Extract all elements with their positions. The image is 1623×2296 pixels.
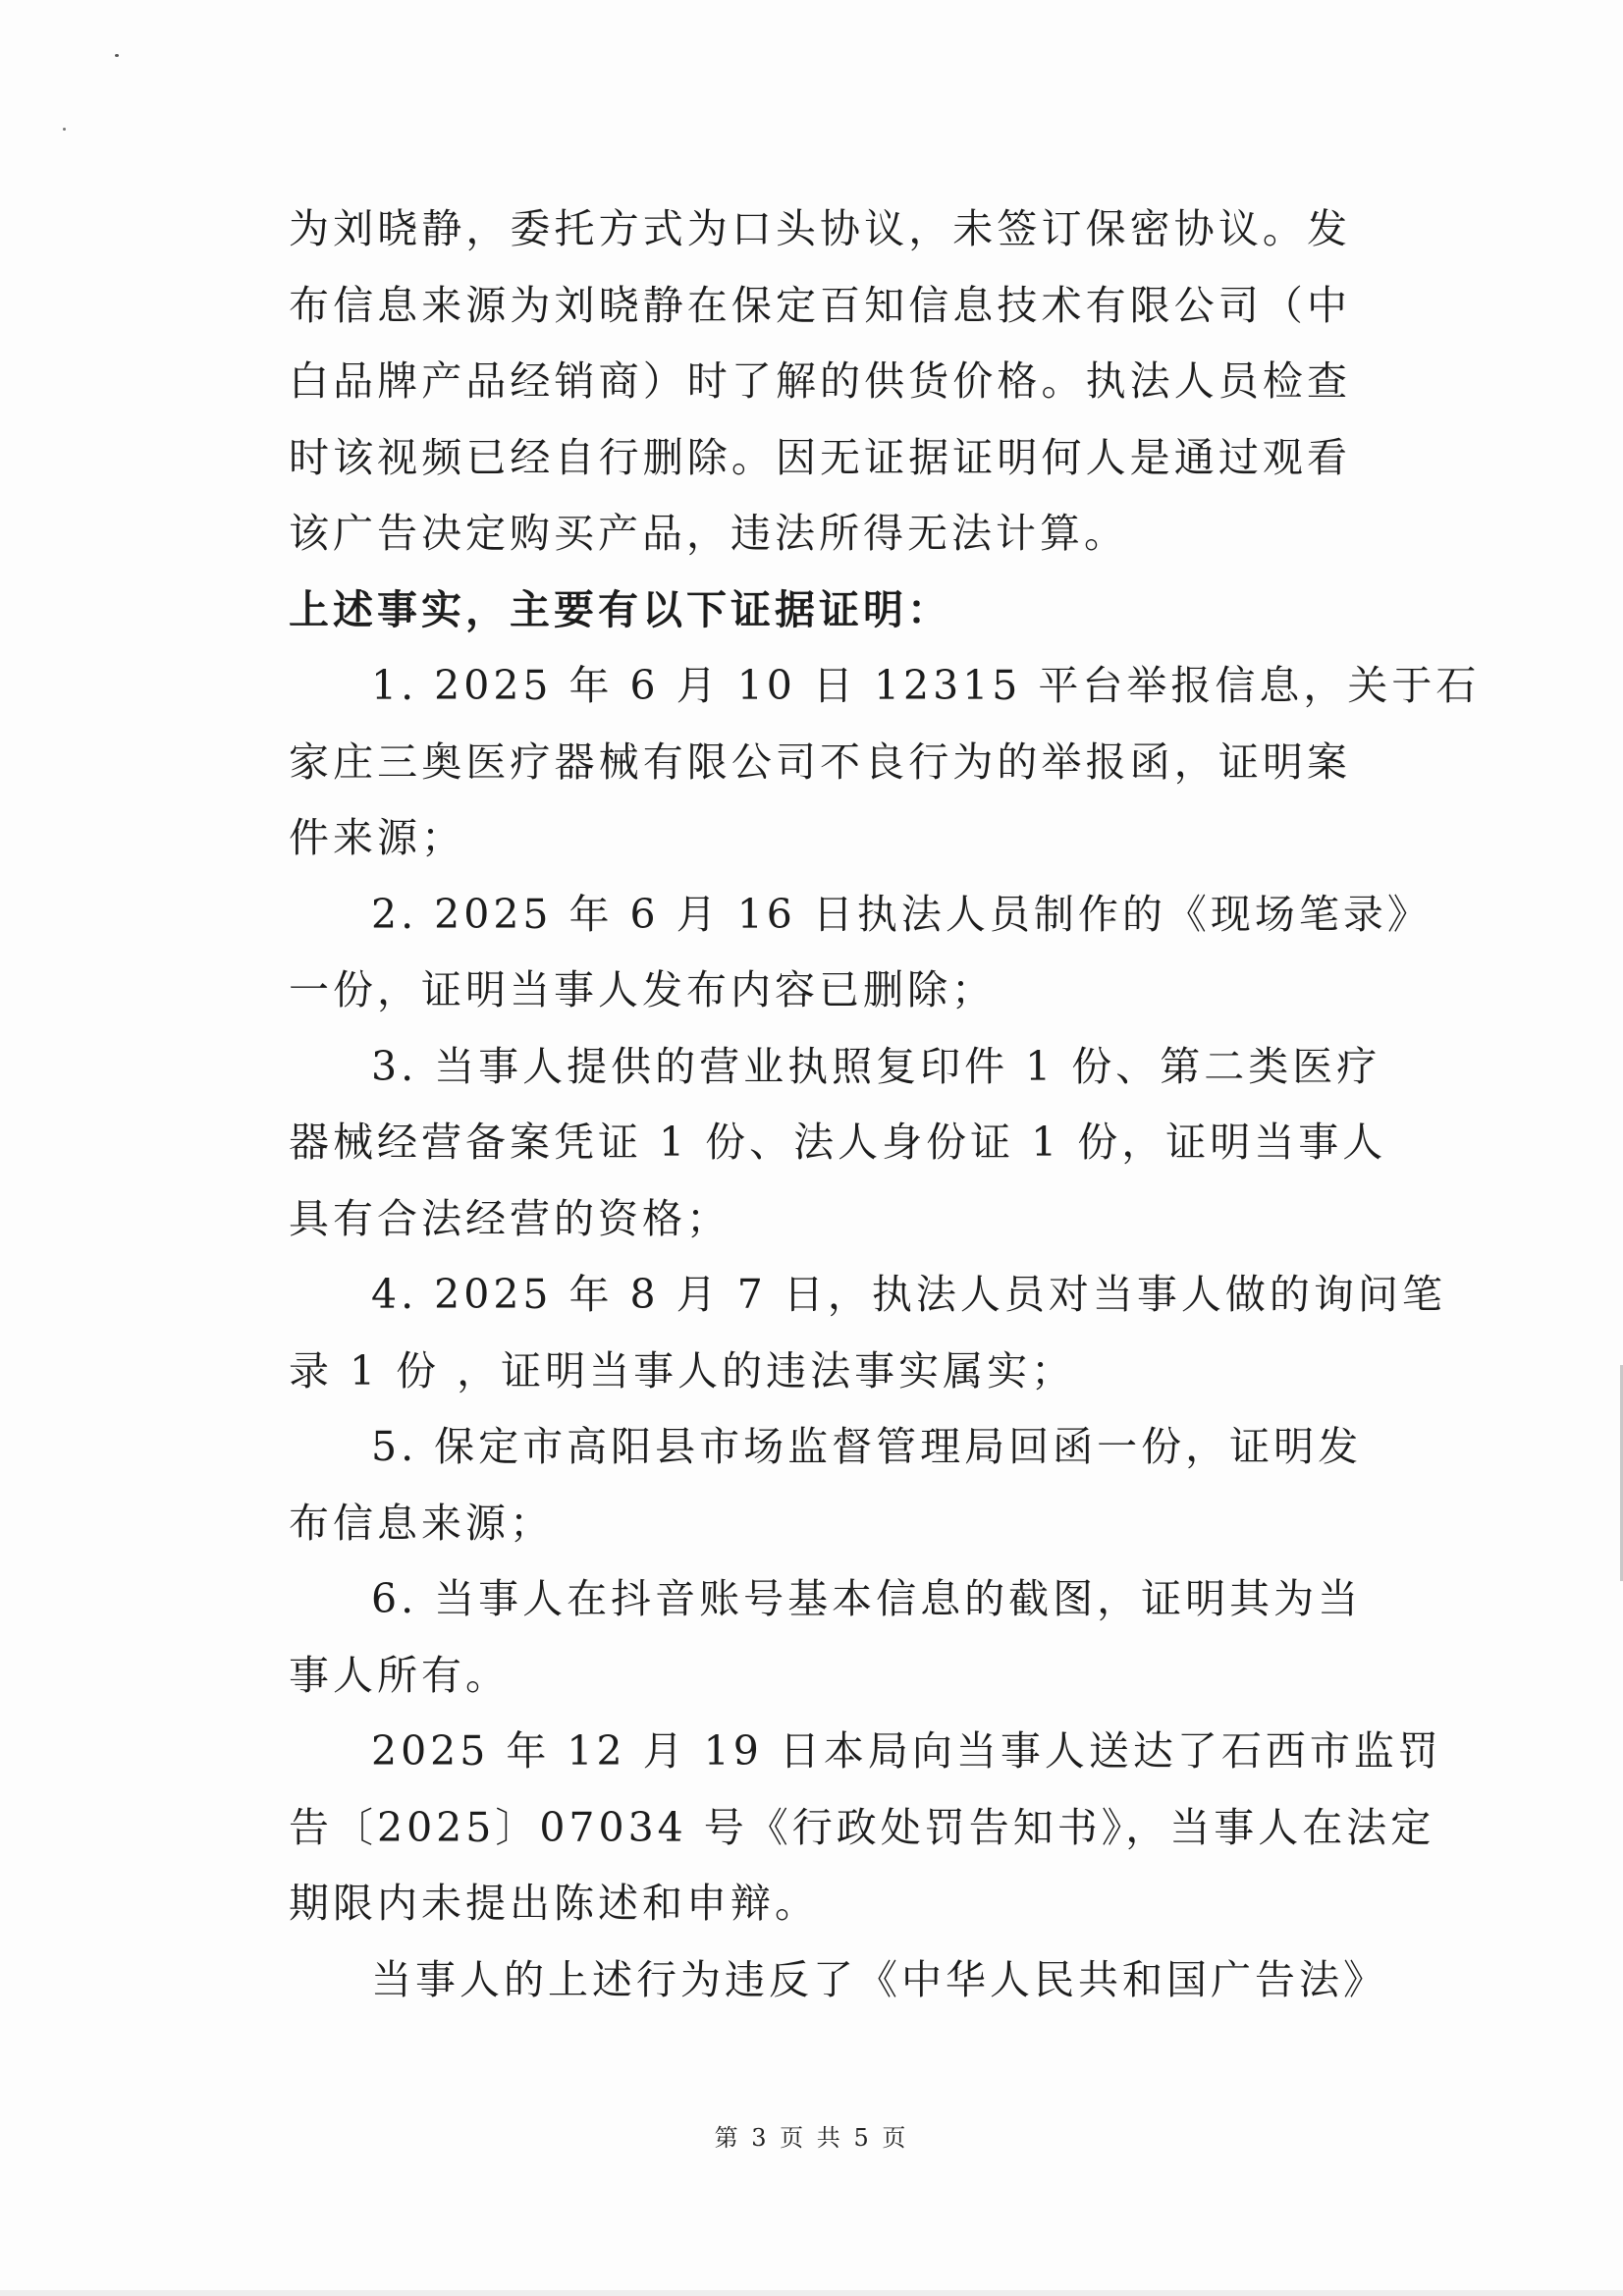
body-line: 告〔2025〕07034 号《行政处罚告知书》，当事人在法定 [289,1803,1435,1851]
body-line: 件来源； [289,814,465,861]
body-line: 布信息来源为刘晓静在保定百知信息技术有限公司（中 [289,281,1351,329]
body-line: 该广告决定购买产品，违法所得无法计算。 [289,510,1128,557]
page-number: 第 3 页 共 5 页 [714,2124,909,2152]
document-body [289,191,1481,2018]
scan-bottom-edge [0,2290,1623,2296]
body-line: 事人所有。 [289,1651,510,1699]
evidence-heading: 上述事实，主要有以下证据证明： [289,585,951,633]
notice-paragraph: 2025 年 12 月 19 日本局向当事人送达了石西市监罚 [371,1727,1442,1775]
scan-speck [115,54,119,57]
body-line: 录 1 份 ，证明当事人的违法事实属实； [289,1346,1076,1394]
body-line: 白品牌产品经销商）时了解的供货价格。执法人员检查 [289,357,1351,405]
body-line: 器械经营备案凭证 1 份、法人身份证 1 份，证明当事人 [289,1119,1387,1166]
evidence-item-4: 4. 2025 年 8 月 7 日，执法人员对当事人做的询问笔 [371,1271,1446,1318]
evidence-item-6: 6. 当事人在抖音账号基本信息的截图，证明其为当 [371,1575,1363,1622]
body-line: 一份，证明当事人发布内容已删除； [289,966,996,1013]
body-line: 布信息来源； [289,1499,554,1547]
evidence-item-5: 5. 保定市高阳县市场监督管理局回函一份，证明发 [371,1423,1363,1470]
evidence-item-1: 1. 2025 年 6 月 10 日 12315 平台举报信息，关于石 [371,662,1481,709]
body-line: 家庄三奥医疗器械有限公司不良行为的举报函，证明案 [289,738,1351,786]
body-line: 具有合法经营的资格； [289,1194,730,1242]
scan-speck [63,128,66,131]
evidence-item-3: 3. 当事人提供的营业执照复印件 1 份、第二类医疗 [371,1042,1381,1090]
evidence-item-2: 2. 2025 年 6 月 16 日执法人员制作的《现场笔录》 [371,890,1432,938]
body-line: 时该视频已经自行删除。因无证据证明何人是通过观看 [289,433,1351,481]
body-line: 为刘晓静，委托方式为口头协议，未签订保密协议。发 [289,205,1351,252]
violation-paragraph: 当事人的上述行为违反了《中华人民共和国广告法》 [371,1955,1387,2003]
body-line: 期限内未提出陈述和申辩。 [289,1880,819,1927]
